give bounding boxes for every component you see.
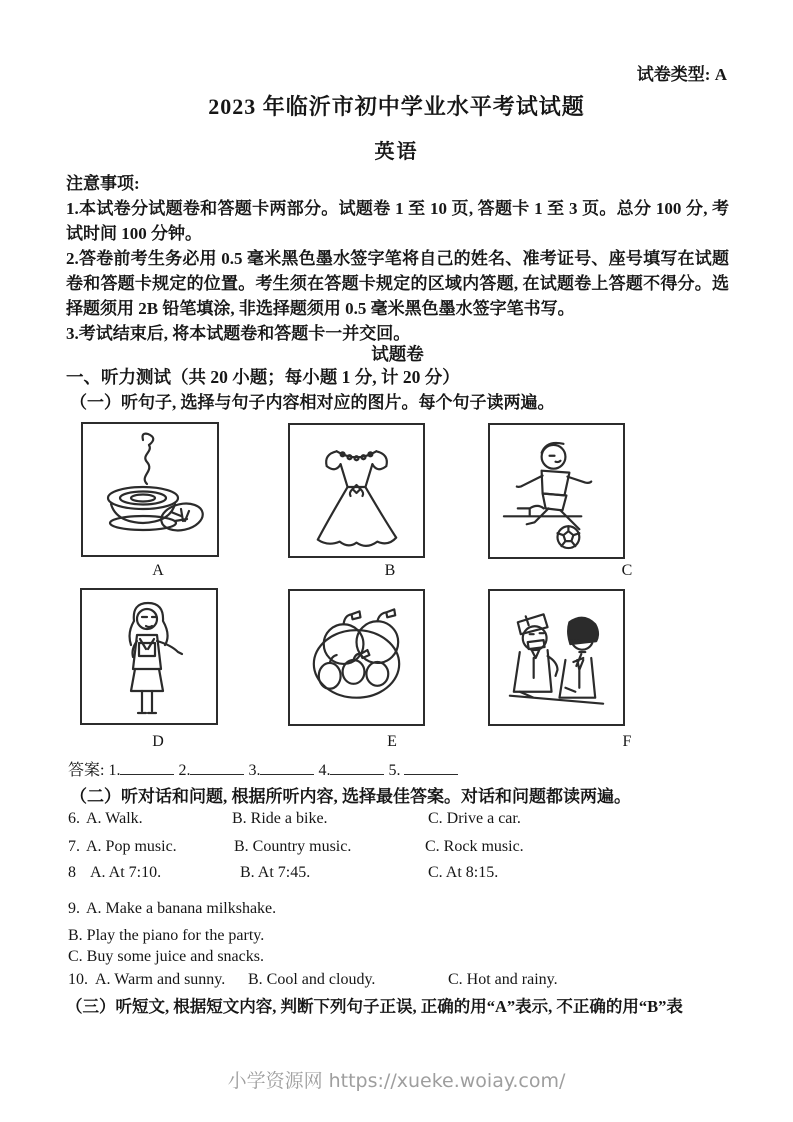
picture-label-d: D bbox=[152, 733, 164, 750]
answer-blank-4 bbox=[330, 759, 384, 775]
notice-heading: 注意事项: bbox=[66, 174, 140, 193]
paper-body-title: 试题卷 bbox=[371, 344, 424, 364]
answer-number-3: 3. bbox=[248, 762, 261, 779]
question-8-number: 8 bbox=[68, 864, 76, 881]
answer-blank-5 bbox=[404, 759, 458, 775]
question-9-option-c: C. Buy some juice and snacks. bbox=[68, 948, 264, 965]
answer-blank-3 bbox=[260, 759, 314, 775]
question-9-number: 9. bbox=[68, 900, 80, 917]
question-7-option-b: B. Country music. bbox=[234, 838, 352, 855]
answer-blank-2 bbox=[190, 759, 244, 775]
question-7-number: 7. bbox=[68, 838, 80, 855]
answer-blank-1 bbox=[120, 759, 174, 775]
picture-label-f: F bbox=[622, 733, 632, 750]
answer-number-2: 2. bbox=[178, 762, 191, 779]
picture-option-b bbox=[288, 423, 425, 558]
question-8-option-c: C. At 8:15. bbox=[428, 864, 499, 881]
page-title: 2023 年临沂市初中学业水平考试试题 bbox=[208, 94, 585, 119]
notice-item-3: 3.考试结束后, 将本试题卷和答题卡一并交回。 bbox=[66, 324, 411, 343]
question-8-option-a: A. At 7:10. bbox=[90, 864, 162, 881]
dress-icon bbox=[290, 425, 423, 556]
picture-label-c: C bbox=[621, 562, 633, 579]
picture-option-e bbox=[288, 589, 425, 726]
watermark-footer: 小学资源网 https://xueke.woiay.com/ bbox=[227, 1070, 566, 1092]
answer-line bbox=[68, 757, 458, 780]
question-9-option-a: A. Make a banana milkshake. bbox=[86, 900, 277, 917]
answer-number-4: 4. bbox=[318, 762, 331, 779]
question-6-option-c: C. Drive a car. bbox=[428, 810, 521, 827]
plate-of-fruit-icon bbox=[290, 591, 423, 724]
notice-block bbox=[66, 171, 729, 346]
notice-item-1: 1.本试卷分试题卷和答题卡两部分。试题卷 1 至 10 页, 答题卡 1 至 3 页。总分 100 分, 考试时间 100 分钟。 bbox=[66, 199, 729, 243]
picture-label-e: E bbox=[387, 733, 397, 750]
picture-option-a bbox=[81, 422, 219, 557]
question-10-number: 10. bbox=[68, 971, 88, 988]
question-7-option-c: C. Rock music. bbox=[425, 838, 524, 855]
steaming-soup-bowl-with-lid-icon bbox=[83, 424, 217, 555]
picture-label-b: B bbox=[384, 562, 396, 579]
answer-number-1: 1. bbox=[108, 762, 121, 779]
question-10-option-c: C. Hot and rainy. bbox=[448, 971, 558, 988]
picture-option-f bbox=[488, 589, 625, 726]
paper-type-label: 试卷类型: A bbox=[636, 65, 727, 84]
answer-prefix: 答案: bbox=[68, 762, 105, 779]
picture-option-c bbox=[488, 423, 625, 559]
question-6-option-b: B. Ride a bike. bbox=[232, 810, 328, 827]
question-10-option-a: A. Warm and sunny. bbox=[95, 971, 226, 988]
question-6-option-a: A. Walk. bbox=[86, 810, 143, 827]
part2-heading: （二）听对话和问题, 根据所听内容, 选择最佳答案。对话和问题都读两遍。 bbox=[70, 787, 631, 806]
question-8-option-b: B. At 7:45. bbox=[240, 864, 311, 881]
part1-heading: （一）听句子, 选择与句子内容相对应的图片。每个句子读两遍。 bbox=[70, 393, 555, 412]
question-7-option-a: A. Pop music. bbox=[86, 838, 177, 855]
picture-option-d bbox=[80, 588, 218, 725]
doctor-examining-patient-icon bbox=[490, 591, 623, 724]
picture-label-a: A bbox=[152, 562, 164, 579]
boy-kicking-soccer-ball-icon bbox=[490, 425, 623, 557]
subject-title: 英语 bbox=[374, 141, 419, 163]
woman-teacher-holding-book-icon bbox=[82, 590, 216, 723]
question-10-option-b: B. Cool and cloudy. bbox=[248, 971, 376, 988]
listening-section-heading: 一、听力测试（共 20 小题；每小题 1 分, 计 20 分） bbox=[66, 367, 460, 387]
answer-number-5: 5. bbox=[388, 762, 401, 779]
notice-item-2: 2.答卷前考生务必用 0.5 毫米黑色墨水签字笔将自己的姓名、准考证号、座号填写在试题卷和答题卡规定的位置。考生须在答题卡规定的区域内答题, 在试题卷上答题不得分。选择题须用 2B 铅笔填涂, 非选择题须用 0.5 毫米黑色墨水签字笔书写。 bbox=[66, 249, 729, 318]
question-9-option-b: B. Play the piano for the party. bbox=[68, 927, 265, 944]
part3-heading: （三）听短文, 根据短文内容, 判断下列句子正误, 正确的用“A”表示, 不正确的用“B”表 bbox=[66, 997, 683, 1016]
question-6-number: 6. bbox=[68, 810, 80, 827]
